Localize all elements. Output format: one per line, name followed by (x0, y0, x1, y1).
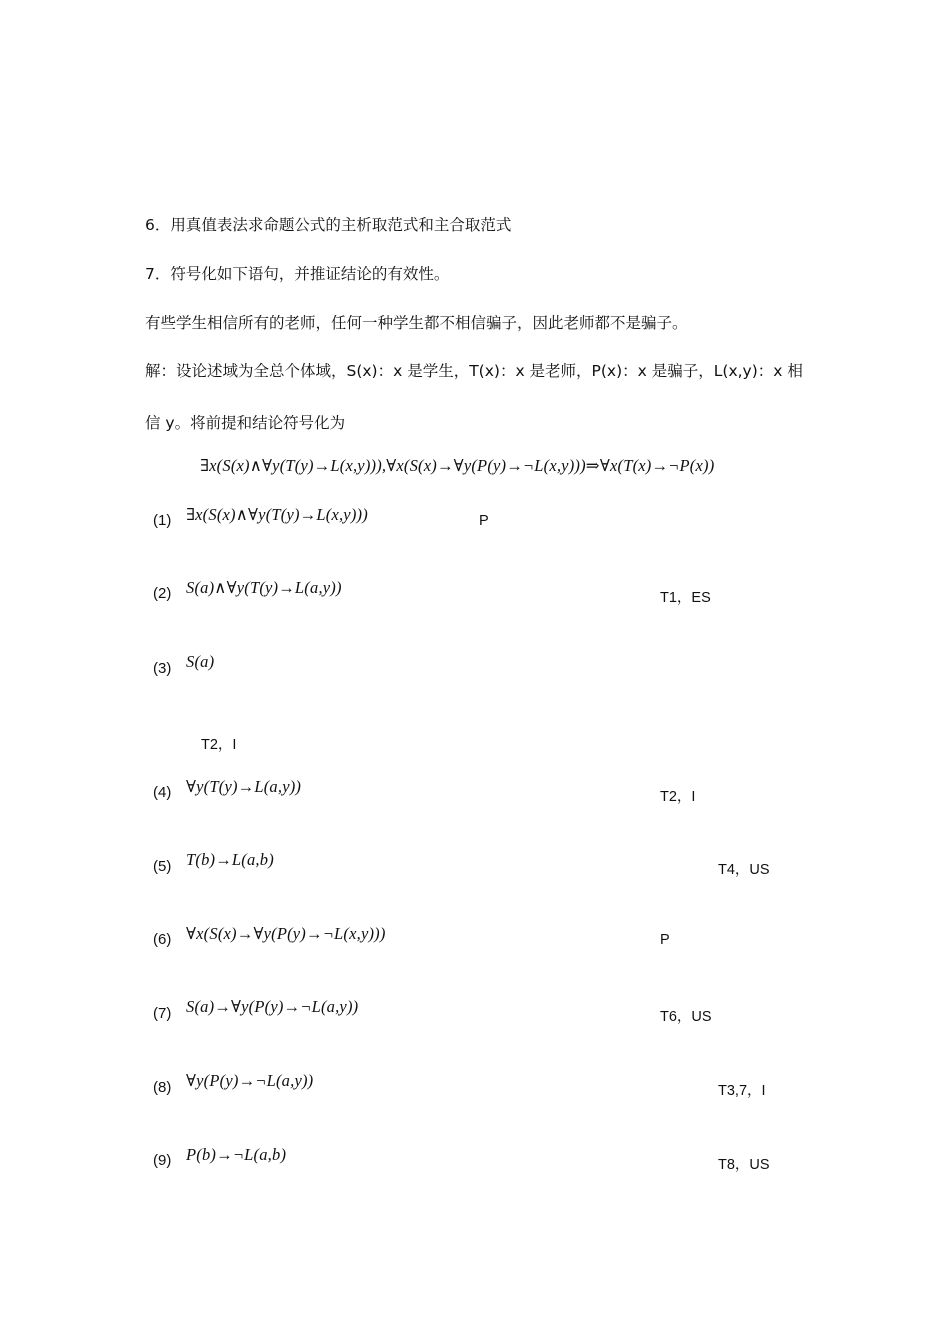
step-reason: P (660, 932, 670, 948)
step-reason: T2，I (660, 789, 696, 805)
step-number: (7) (153, 1005, 172, 1022)
step-formula: ∀y(T(y)→L(a,y)) (186, 777, 302, 796)
stray-reason-note: T2，I (201, 737, 237, 753)
step-formula: S(a)∧∀y(T(y)→L(a,y)) (186, 578, 342, 597)
step-number: (9) (153, 1152, 172, 1169)
step-reason: T3,7，I (718, 1083, 766, 1099)
step-reason: T6，US (660, 1009, 712, 1025)
step-number: (6) (153, 931, 172, 948)
step-reason: T8，US (718, 1157, 770, 1173)
step-reason: P (479, 513, 489, 529)
step-number: (8) (153, 1079, 172, 1096)
step-formula: ∀y(P(y)→¬L(a,y)) (186, 1071, 314, 1090)
step-number: (1) (153, 512, 172, 529)
step-number: (4) (153, 784, 172, 801)
step-number: (2) (153, 585, 172, 602)
step-number: (5) (153, 858, 172, 875)
step-formula: S(a) (186, 652, 215, 671)
statement-text: 有些学生相信所有的老师，任何一种学生都不相信骗子，因此老师都不是骗子。 (145, 314, 688, 332)
step-formula: S(a)→∀y(P(y)→¬L(a,y)) (186, 997, 359, 1016)
problem-7-text: 7．符号化如下语句，并推证结论的有效性。 (145, 265, 450, 283)
solution-line-1: 解：设论述域为全总个体域，S(x)：x 是学生，T(x)：x 是老师，P(x)：x 是骗子，L(x,y)：x 相 (145, 362, 803, 380)
solution-line-2: 信 y。将前提和结论符号化为 (145, 414, 346, 432)
step-formula: T(b)→L(a,b) (186, 850, 274, 869)
step-reason: T4，US (718, 862, 770, 878)
step-formula: ∀x(S(x)→∀y(P(y)→¬L(x,y))) (186, 924, 386, 943)
step-formula: ∃x(S(x)∧∀y(T(y)→L(x,y))) (186, 505, 368, 524)
step-number: (3) (153, 660, 172, 677)
main-formula: ∃x(S(x)∧∀y(T(y)→L(x,y))),∀x(S(x)→∀y(P(y)→¬L(x,y)))⇒∀x(T(x)→¬P(x)) (200, 456, 715, 475)
step-reason: T1，ES (660, 590, 711, 606)
problem-6-text: 6．用真值表法求命题公式的主析取范式和主合取范式 (145, 216, 512, 234)
step-formula: P(b)→¬L(a,b) (186, 1145, 287, 1164)
